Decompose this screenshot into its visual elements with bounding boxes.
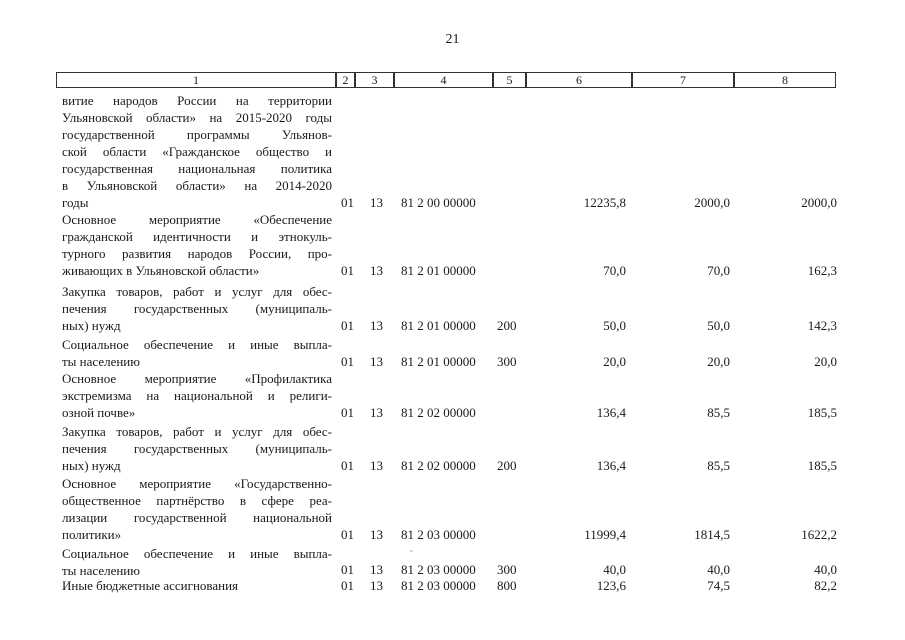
amount-col-8: 20,0	[814, 354, 837, 369]
amount-col-7: 20,0	[707, 354, 730, 369]
amount-col-6: 136,4	[596, 405, 626, 420]
amount-col-7: 85,5	[707, 405, 730, 420]
header-col-7: 7	[632, 72, 734, 88]
amount-col-7: 50,0	[707, 318, 730, 333]
expense-type-code: 800	[497, 578, 517, 593]
row-description: Основное мероприятие «Государственно- общественное партнёрство в сфере реа- лизации государственной национальной политики»	[62, 476, 332, 542]
subsection-code: 13	[370, 195, 383, 210]
section-code: 01	[341, 354, 354, 369]
subsection-code: 13	[370, 562, 383, 577]
amount-col-6: 40,0	[603, 562, 626, 577]
row-description: Закупка товаров, работ и услуг для обес- печения государственных (муниципаль- ных) нужд	[62, 424, 332, 473]
expense-type-code: 300	[497, 354, 517, 369]
section-code: 01	[341, 318, 354, 333]
header-col-2: 2	[336, 72, 355, 88]
row-description: Основное мероприятие «Профилактика экстремизма на национальной и религи- озной почве»	[62, 371, 332, 420]
amount-col-6: 136,4	[596, 458, 626, 473]
subsection-code: 13	[370, 527, 383, 542]
target-article-code: 81 2 03 00000	[401, 527, 476, 542]
target-article-code: 81 2 03 00000	[401, 578, 476, 593]
amount-col-8: 2000,0	[801, 195, 837, 210]
subsection-code: 13	[370, 405, 383, 420]
target-article-code: 81 2 02 00000	[401, 405, 476, 420]
section-code: 01	[341, 405, 354, 420]
amount-col-8: 185,5	[807, 405, 837, 420]
amount-col-8: 162,3	[807, 263, 837, 278]
amount-col-7: 85,5	[707, 458, 730, 473]
header-col-4: 4	[394, 72, 493, 88]
amount-col-8: 142,3	[807, 318, 837, 333]
amount-col-7: 1814,5	[694, 527, 730, 542]
section-code: 01	[341, 263, 354, 278]
section-code: 01	[341, 195, 354, 210]
header-col-1: 1	[56, 72, 336, 88]
subsection-code: 13	[370, 354, 383, 369]
section-code: 01	[341, 458, 354, 473]
amount-col-6: 50,0	[603, 318, 626, 333]
table-header	[56, 72, 836, 88]
page-number: 21	[445, 32, 460, 47]
amount-col-7: 40,0	[707, 562, 730, 577]
amount-col-6: 11999,4	[584, 527, 626, 542]
amount-col-8: 82,2	[814, 578, 837, 593]
subsection-code: 13	[370, 263, 383, 278]
amount-col-6: 70,0	[603, 263, 626, 278]
expense-type-code: 300	[497, 562, 517, 577]
header-col-5: 5	[493, 72, 526, 88]
row-description: Иные бюджетные ассигнования	[62, 578, 239, 593]
target-article-code: 81 2 01 00000	[401, 318, 476, 333]
subsection-code: 13	[370, 458, 383, 473]
expense-type-code: 200	[497, 458, 517, 473]
section-code: 01	[341, 527, 354, 542]
amount-col-8: 185,5	[807, 458, 837, 473]
target-article-code: 81 2 01 00000	[401, 354, 476, 369]
section-code: 01	[341, 578, 354, 593]
amount-col-7: 74,5	[707, 578, 730, 593]
amount-col-7: 2000,0	[694, 195, 730, 210]
header-col-6: 6	[526, 72, 632, 88]
header-col-3: 3	[355, 72, 394, 88]
amount-col-6: 12235,8	[583, 195, 626, 210]
amount-col-6: 123,6	[596, 578, 626, 593]
target-article-code: 81 2 01 00000	[401, 263, 476, 278]
header-col-8: 8	[734, 72, 836, 88]
amount-col-7: 70,0	[707, 263, 730, 278]
row-description: Основное мероприятие «Обеспечение гражданской идентичности и этнокуль- турного развития народов России, про- живающих в Ульяновской области»	[62, 212, 332, 278]
row-description: Закупка товаров, работ и услуг для обес- печения государственных (муниципаль- ных) нужд	[62, 284, 332, 333]
amount-col-6: 20,0	[603, 354, 626, 369]
target-article-code: 81 2 03 00000	[401, 562, 476, 577]
target-article-code: 81 2 02 00000	[401, 458, 476, 473]
row-description: Социальное обеспечение и иные выпла- ты населению	[62, 337, 332, 369]
amount-col-8: 40,0	[814, 562, 837, 577]
row-description: Социальное обеспечение и иные выпла- ты населению	[62, 546, 332, 578]
subsection-code: 13	[370, 318, 383, 333]
section-code: 01	[341, 562, 354, 577]
row-description: витие народов России на территории Ульяновской области» на 2015-2020 годы государственной программы Ульянов- ской области «Гражданское общество и государственная национальная политика в Ульяновской области» на 2014-2020 годы	[62, 93, 332, 210]
scan-speck: ˇ	[410, 549, 413, 558]
expense-type-code: 200	[497, 318, 517, 333]
target-article-code: 81 2 00 00000	[401, 195, 476, 210]
amount-col-8: 1622,2	[801, 527, 837, 542]
subsection-code: 13	[370, 578, 383, 593]
